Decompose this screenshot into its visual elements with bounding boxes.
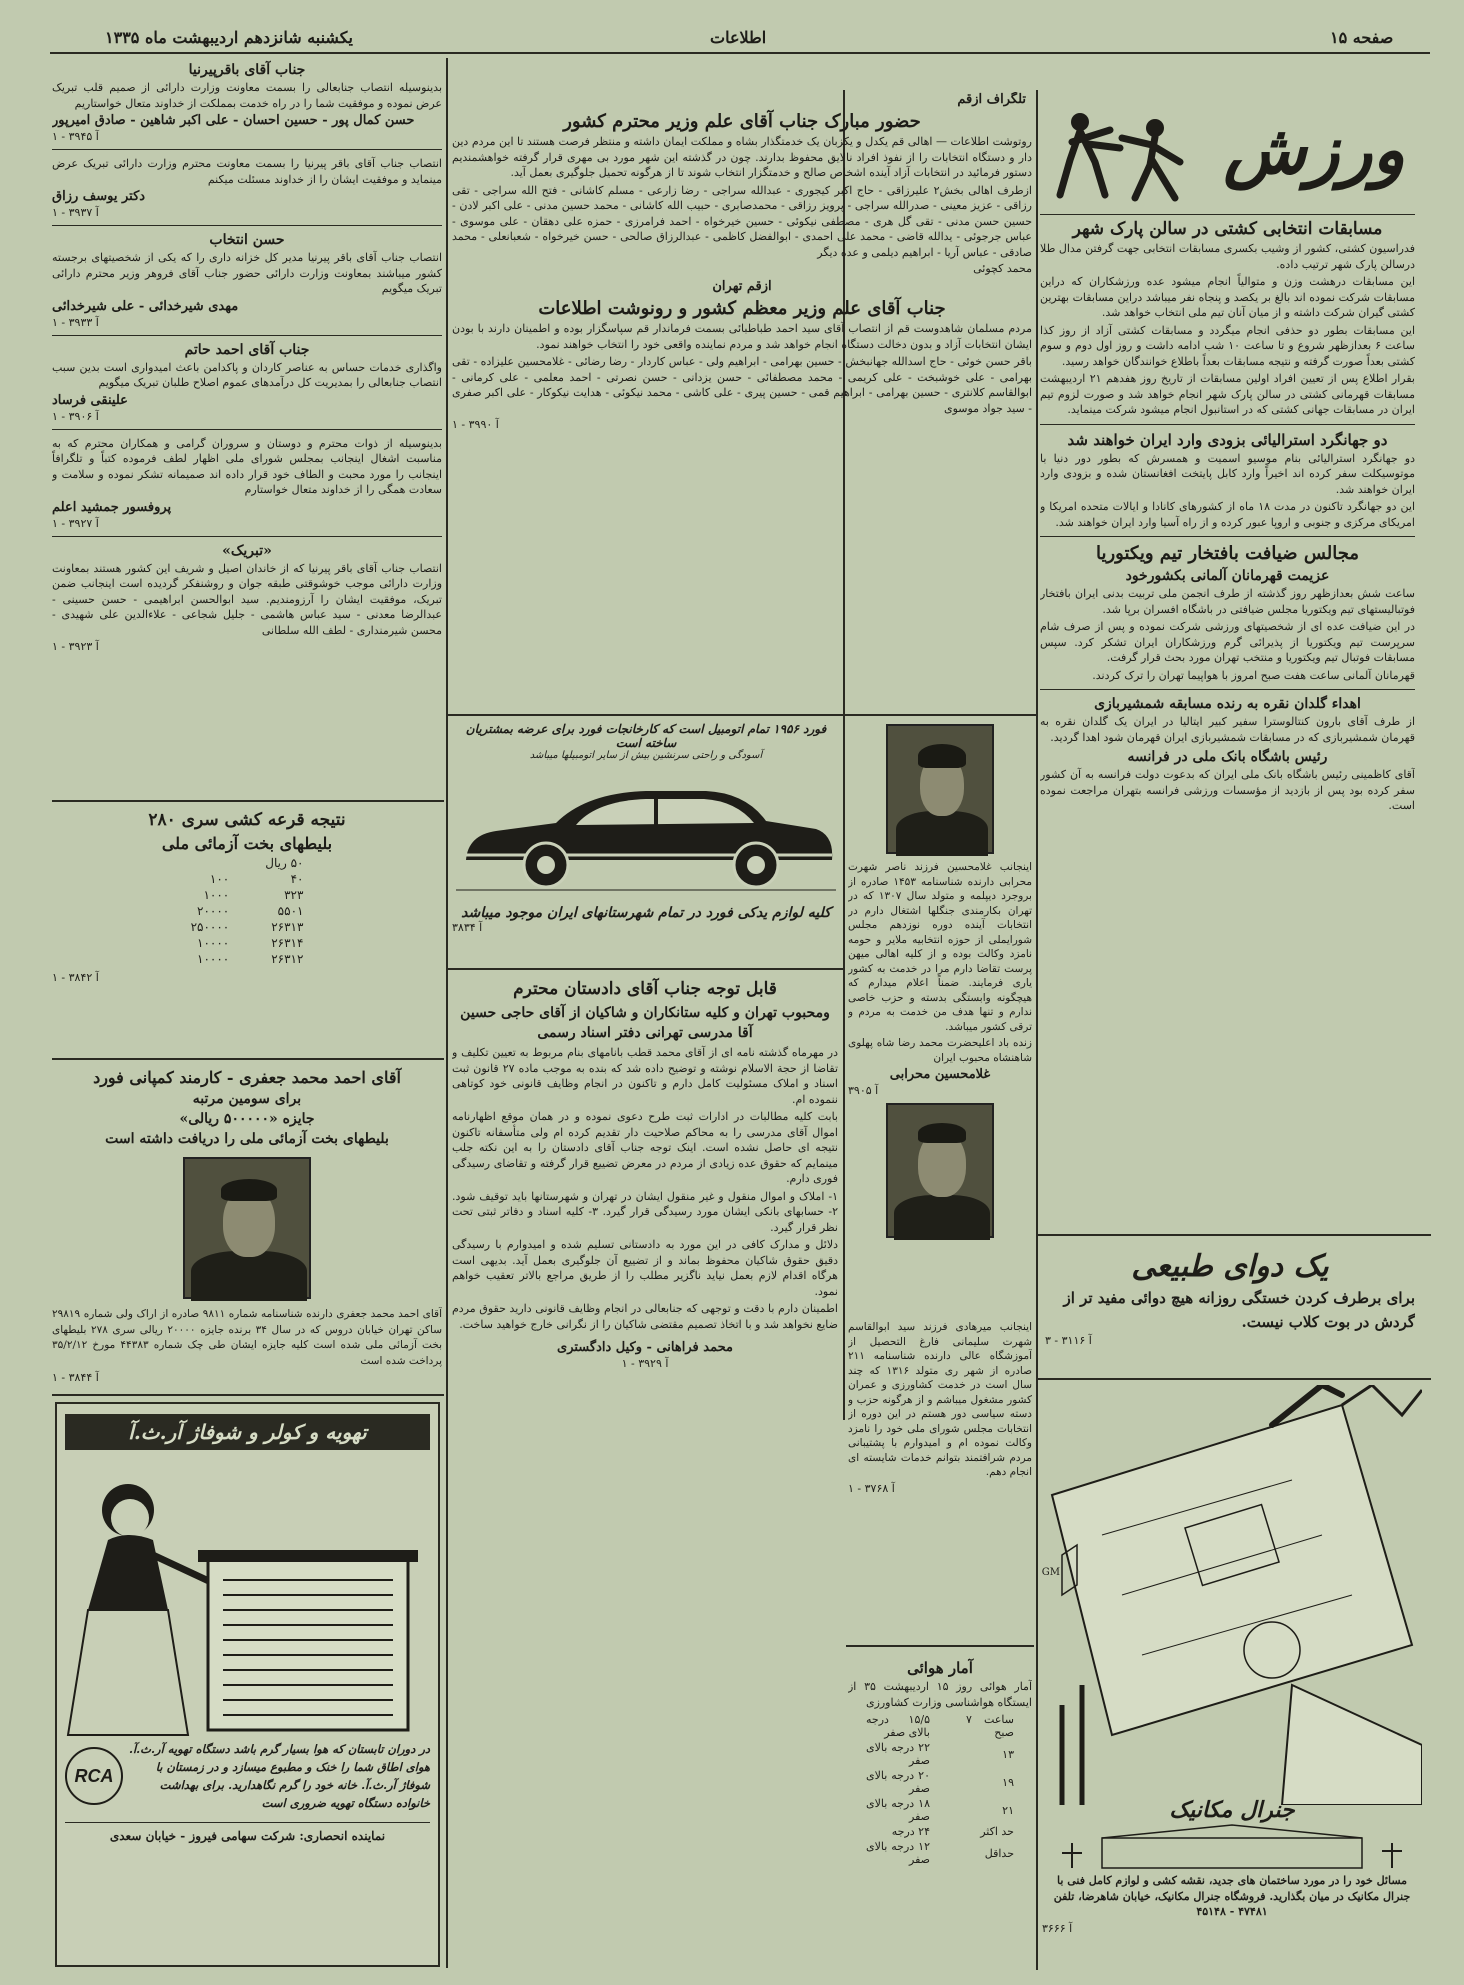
lottery-code: آ ۳۸۴۲ - ۱: [52, 971, 99, 984]
lottery-row-cell: ۲۰۰۰۰: [197, 904, 230, 918]
lottery-row-cell: ۵۵۰۱: [277, 904, 304, 918]
weather-row-cell: حد اکثر: [980, 1825, 1014, 1838]
mahrabi-notice: [848, 720, 1032, 1300]
mahrabi-signature: غلامحسین محرابی: [889, 1067, 991, 1082]
rca-ad: [55, 1402, 440, 1967]
telegram-names: ازطرف اهالی بخش۲ علیرزاقی - حاج اکبر کیجوری - عبدالله سراجی - رضا زارعی - مسلم کاشانی - فتح الله سراجی - تقی رزاقی - عزیز معینی - صدرالله سراجی - پرویز رزاقی - محمدصابری - حبیب الله کاشانی - محمد حسین مدنی - علی اکبر لادن - حسین حسن مدنی - تقی گل هری - مصطفی نیکوئی - حسین خیرخواه - احمد فرامرزی - حمزه علی دهقان - علی موسوی - عباس جرجوئی - یدالله قاضی - محمد علی احمدی - ابوالفضل کاظمی - عبدالرزاق صالحی - حسن خیرخواه - شعبانعلی - محمد صادقی - عباس آریا - ابراهیم دیلمی و عده دیگر: [452, 183, 1032, 259]
prosecutor-text: در مهرماه گذشته نامه ای از آقای محمد قطب بانامهای بنام مربوط به تعیین تکلیف و تقاضا از حجة الاسلام نوشته و توضیح داده شد که بنده به موجب ماده ۲۷ قانون ثبت اسناد و املاک مسئولیت کامل دارم و تاکنون در انجام وظایف قانونی خود کوتاهی ننموده ام.: [452, 1046, 838, 1106]
weather-row: [848, 1839, 1032, 1867]
jafari-code: آ ۳۸۴۴ - ۱: [52, 1371, 99, 1384]
section-rule: [1036, 1378, 1431, 1380]
separator: [1040, 689, 1415, 690]
notice-title: جناب آقای باقرپیرنیا: [188, 62, 306, 78]
drafting-illustration: [1042, 1385, 1422, 1805]
bank-club-headline: رئیس باشگاه بانک ملی در فرانسه: [1127, 749, 1328, 765]
ford-headline: فورد ۱۹۵۶ تمام اتومبیل است که کارخانجات فورد برای عرضه بمشتریان ساخته است: [465, 722, 827, 750]
telegram-title: حضور مبارک جناب آقای علم وزیر محترم کشور: [563, 111, 921, 132]
separator: [1040, 424, 1415, 425]
victoria-text: قهرمانان آلمانی ساعت هفت صبح امروز با هواپیما تهران را ترک کردند.: [1092, 668, 1415, 682]
lottery-row-cell: ۳۲۳: [284, 888, 304, 902]
header-page-number: صفحه ۱۵: [1330, 28, 1394, 47]
weather-row-cell: ۱۵/۵ درجه بالای صفر: [866, 1713, 930, 1739]
lottery-row-cell: ۵۰ ریال: [265, 856, 304, 870]
jafari-photo: [183, 1157, 311, 1299]
jafari-title: آقای احمد محمد جعفری - کارمند کمپانی فورد: [93, 1068, 401, 1087]
ford-bottomline: کلیه لوازم یدکی فورد در تمام شهرستانهای ایران موجود میباشد: [461, 905, 831, 921]
prosecutor-subtitle: ومحبوب تهران و کلیه ستانکاران و شاکیان از آقای حاجی حسین آقا مدرسی تهرانی دفتر اسناد رسمی: [460, 1005, 830, 1041]
lottery-title: نتیجه قرعه کشی سری ۲۸۰: [148, 810, 346, 830]
prosecutor-text: اطمینان دارم با دقت و توجهی که جنابعالی در انجام وظایف قانونی دارید حقوق مردم ضایع نخواهد شد و با اتخاذ تصمیم مقتضی شاکیان را از نگرانی خارج خواهید ساخت.: [452, 1302, 838, 1331]
weather-row: [848, 1712, 1032, 1740]
notice-title: جناب آقای احمد حاتم: [184, 341, 310, 358]
lottery-row: [173, 855, 322, 871]
prosecutor-signature: محمد فراهانی - وکیل دادگستری: [557, 1340, 733, 1355]
telegram-title-2: جناب آقای علم وزیر معظم کشور و رونوشت اطلاعات: [538, 298, 946, 319]
prosecutor-text: دلائل و مدارک کافی در این مورد به دادستانی تسلیم شده و امیدوارم با رسیدگی دقیق حقوق شاکیان محفوظ بماند و از تضییع آن جلوگیری بعمل آید. بدیهی است هرگاه اقدام لازم بعمل نیاید ناگزیر مطلب را از طریق مراجع بالاتر تعقیب خواهم نمود.: [452, 1238, 838, 1298]
weather-intro: آمار هوائی روز ۱۵ اردیبهشت ۳۵ از ایستگاه هواشناسی وزارت کشاورزی: [848, 1680, 1032, 1709]
notice-code: آ ۳۹۲۳ - ۱: [52, 640, 99, 653]
weather-row: [848, 1824, 1032, 1839]
telegram-section: [452, 92, 1032, 717]
prosecutor-text: ۱- املاک و اموال منقول و غیر منقول ایشان در تهران و شهرستانها باید توقیف شود. ۲- حسابهای بانکی ایشان مورد رسیدگی قرار گیرد. ۳- کلیه اسناد و دفاتر ثبتی تحت نظر قرار گیرد.: [452, 1189, 838, 1234]
ford-ad: [452, 722, 840, 967]
prosecutor-title: قابل توجه جناب آقای دادستان محترم: [513, 979, 777, 999]
lottery-subtitle: بلیطهای بخت آزمائی ملی: [161, 834, 333, 853]
rca-agent: نماینده انحصاری: شرکت سهامی فیروز - خیابان سعدی: [65, 1822, 430, 1843]
notice-signature: مهدی شیرخدائی - علی شیرخدائی: [52, 298, 239, 314]
notice-title: «تبریک»: [222, 542, 272, 559]
telegram-kicker: تلگراف ازقم: [957, 92, 1026, 107]
fencing-headline: اهداء گلدان نقره به رنده مسابقه شمشیربازی: [1094, 696, 1361, 712]
separator: [52, 335, 442, 336]
telegram-body-2: مردم مسلمان شاهدوست قم از انتصاب آقای سید احمد طباطبائی بسمت فرماندار قم سپاسگزار بوده و اطمینان دارند با بودن ایشان انتخابات آزاد و بدون دخالت دستگاه انجام خواهد شد و مردم نماینده واقعی خود را انتخاب خواهند نمود.: [452, 322, 1032, 351]
lottery-row-cell: ۴۰: [290, 872, 304, 886]
lottery-row-cell: ۱۰۰۰۰: [197, 936, 230, 950]
jafari-notice: [52, 1064, 442, 1394]
column-divider: [446, 58, 448, 1968]
ford-code: آ ۳۸۳۴: [452, 921, 483, 934]
medicine-ad-body: برای برطرف کردن خستگی روزانه هیچ دوائی مفید تر از گردش در بوت کلاب نیست.: [1063, 1289, 1415, 1331]
wrestling-text: این مسابقات بطور دو حذفی انجام میگردد و مسابقات کشتی آزاد از روز کذا ساعت ۶ بعدازظهر شروع و تا ساعت ۱۰ شب ادامه داشت و روز اول دوم و سوم کشتی بعداً صورت گرفته و نتیجه مسابقات بعداً باطلاع خوانندگان خواهد رسید.: [1040, 323, 1415, 368]
notice-code: آ ۳۹۲۷ - ۱: [52, 516, 99, 530]
rca-illustration: [58, 1450, 438, 1740]
header-paper-name: اطلاعات: [710, 28, 767, 47]
rca-logo: RCA: [65, 1747, 123, 1805]
ford-subline: آسودگی و راحتی سرنشین بیش از سایر اتومبیلها میباشد: [529, 750, 763, 761]
lottery-row-cell: ۲۶۳۱۳: [271, 920, 304, 934]
lottery-row: [173, 919, 322, 935]
soleimani-text: اینجانب میرهادی فرزند سید ابوالقاسم شهرت سلیمانی فارغ التحصیل از آموزشگاه عالی دارنده شناسنامه ۲۱۱ صادره از شهر ری متولد ۱۳۱۶ که چند سال است در خدمت کشاورزی و عمران کشور مشغول میباشم و از هرگونه حزب و دسته سیاسی دور هستم در این دوره از انتخابات مجلس شورای ملی خود را نامزد وکالت نموده ام و امیدوارم با پشتیبانی مردم شرافتمند بتوانم خدمات شایسته ای انجام دهم.: [848, 1321, 1032, 1478]
header-date: یکشنبه شانزدهم اردیبهشت ماه ۱۳۳۵: [105, 28, 353, 47]
lottery-row-cell: ۱۰۰۰۰: [197, 952, 230, 966]
weather-title: آمار هوائی: [907, 1659, 973, 1677]
svg-text:GM: GM: [1042, 1567, 1060, 1578]
separator: [52, 225, 442, 226]
telegram-body: روتوشت اطلاعات — اهالی قم یکدل و یکزبان یک خدمتگذار بشاه و مملکت ایمان داشته و منتظر فرصت هستند تا این مردم دین دار و دستگاه انتخابات را از نفوذ افراد نالایق محفوظ بدارند. چون در گذشته این شهر مورد بی مهری قرار گرفته خواهشمندیم دستور فرمائید در انتخابات آزاد آینده اشخاص صالح و خدمتگزار انتخاب شوند تا از هرگونه تحمیل جلوگیری بعمل آید.: [452, 135, 1032, 179]
wrestling-headline: مسابقات انتخابی کشتی در سالن پارک شهر: [1072, 219, 1383, 239]
ford-car-illustration: [456, 765, 836, 905]
notice-text: انتصاب جناب آقای باقر پیرنیا که از خاندان اصیل و شریف این کشور هستند بمعاونت وزارت دارائی موجب خوشوقتی طبقه جوان و روشنفکر گردیده است اینجانب ضمن تبریک، موفقیت ایشان را آرزومندیم. سید ابوالحسن ابراهیمی - حسن حسینی - عبدالرضا معدنی - سید عباس هاشمی - جلیل شجاعی - علاءالدین علی شهیدی - محسن شیرمنداری - لطف الله سلطانی: [52, 561, 442, 637]
fencing-text: از طرف آقای بارون کنتالوسترا سفیر کبیر ایتالیا در ایران یک گلدان نقره به قهرمان شمشیربازی که در مسابقات شمشیربازی ایران قهرمان شود اهدا گردید.: [1040, 715, 1415, 744]
weather-row-cell: ۲۱: [1002, 1803, 1014, 1817]
weather-row-cell: ۲۲ درجه بالای صفر: [866, 1741, 930, 1767]
lottery-row-cell: ۲۶۳۱۲: [271, 952, 304, 966]
soleimani-code: آ ۳۷۶۸ - ۱: [848, 1481, 895, 1495]
lottery-row-cell: ۲۵۰۰۰۰: [190, 920, 230, 934]
notice-code: آ ۳۹۴۵ - ۱: [52, 130, 99, 143]
soleimani-photo: [886, 1103, 994, 1238]
victoria-headline: مجالس ضیافت بافتخار تیم ویکتوریا: [1095, 543, 1360, 564]
lottery-row: [173, 887, 322, 903]
travelers-headline: دو جهانگرد استرالیائی بزودی وارد ایران خواهند شد: [1067, 430, 1388, 449]
weather-section: [848, 1655, 1032, 1955]
medicine-ad-code: آ ۳۱۱۶ - ۳: [1045, 1334, 1092, 1347]
section-rule: [52, 1394, 444, 1396]
section-rule: [52, 800, 444, 802]
lottery-row: [173, 935, 322, 951]
wrestling-text: فدراسیون کشتی، کشور از وشیب بکسری مسابقات انتخابی جهت گرفتن مدال طلا درسالن پارک شهر ترتیب داده.: [1040, 242, 1415, 271]
weather-row-cell: ۱۹: [1002, 1775, 1014, 1789]
separator: [1040, 536, 1415, 537]
weather-row: [848, 1768, 1032, 1796]
notice-title: حسن انتخاب: [209, 232, 285, 248]
separator: [52, 149, 442, 150]
jafari-line: جایزه «۵۰۰۰۰۰ ریالی»: [179, 1111, 315, 1127]
bank-club-text: آقای کاظمینی رئیس باشگاه بانک ملی ایران که بدعوت دولت فرانسه به آن کشور سفر کرده بود پس از بازدید از مؤسسات ورزشی فرانسه بتهران مراجعت نموده است.: [1040, 768, 1415, 812]
prosecutor-text: بابت کلیه مطالبات در ادارات ثبت طرح دعوی نموده و در همان موقع اظهارنامه اموال آقای مدرسی را به محاکم صلاحیت دار تقدیم کرده ام ولی متأسفانه تاکنون نتیجه ای حاصل نشده است. اینک توجه جناب آقای دادستان را به این نکته جلب مینمایم که حقوق عده زیادی از مردم در معرض تضییع قرار گرفته و تقاضای رسیدگی فوری دارم.: [452, 1110, 838, 1185]
notice-signature: دکتر یوسف رزاق: [52, 189, 146, 204]
gm-body: مسائل خود را در مورد ساختمان های جدید، نقشه کشی و لوازم کامل فنی با جنرال مکانیک در میان بگذارید. فروشگاه جنرال مکانیک، خیابان شاهرضا، تلفن ۴۷۴۸۱ - ۴۵۱۴۸: [1053, 1874, 1411, 1918]
notice-signature: حسن کمال پور - حسین احسان - علی اکبر شاهین - صادق امیرپور: [52, 113, 415, 128]
travelers-text: دو جهانگرد استرالیائی بنام موسیو اسمیت و همسرش که بطور دور دنیا با موتوسیکلت سفر کرده اند اخیراً وارد کابل پایتخت افغانستان شده و بزودی وارد ایران خواهند شد.: [1040, 451, 1415, 496]
weather-row-cell: ۲۰ درجه بالای صفر: [866, 1769, 930, 1795]
telegram-names-2: باقر حسن خوئی - حاج اسدالله جهانبخش - حسین بهرامی - ابراهیم ولی - عباس کاردار - رضا رضائی - غلامحسین علیزاده - تقی بهرامی - علی خوشبخت - علی کریمی - محمد مصطفائی - حسن یزدانی - حسن نصرتی - احمد معلمی - علی کرمانی - ابوالقاسم کلانتری - حسین بهرامی - ابراهیم قمی - حسین پیری - علی کاشی - محمد نیکوئی - هدایت نیکوکار - علی اکبر صفری - سید جواد موسوی: [452, 355, 1032, 415]
lottery-table: [173, 855, 322, 967]
mahrabi-photo: [886, 724, 994, 854]
medicine-ad-title: یک دوای طبیعی: [1131, 1249, 1329, 1284]
medicine-ad: [1045, 1245, 1415, 1375]
column-divider: [1036, 90, 1038, 1970]
sports-logo: ورزش: [1223, 110, 1405, 190]
notice-text: بدینوسیله از ذوات محترم و دوستان و سروران گرامی و همکاران محترم که به مناسبت اشغال اینجانب بمجلس شورای ملی اظهار لطف فرموده کتباً و تلگرافاً اینجانب را مورد محبت و الطاف خود قرار داده اند صمیمانه تشکر نموده و سلامت و سعادت همگی را از خداوند متعال خواستارم: [52, 436, 442, 496]
mahrabi-footer: زنده باد اعلیحضرت محمد رضا شاه پهلوی شاهنشاه محبوب ایران: [848, 1037, 1032, 1064]
victoria-subheadline: عزیمت قهرمانان آلمانی بکشورخود: [1125, 568, 1330, 584]
notice-code: آ ۳۹۰۶ - ۱: [52, 409, 99, 423]
weather-row-cell: ۲۴ درجه: [891, 1825, 930, 1838]
weather-row: [848, 1740, 1032, 1768]
telegram-signature: محمد کچوئی: [973, 262, 1032, 275]
section-rule: [52, 1058, 444, 1060]
notice-text: واگذاری خدمات حساس به عناصر کاردان و پاکدامن باعث امیدواری است بدین سبب انتصاب جنابعالی را بمدیریت کل درآمدهای عموم اصلاح طلبان تبریک میگویم: [52, 360, 442, 389]
sports-masthead: [1040, 95, 1415, 215]
weather-row-cell: ۱۸ درجه بالای صفر: [866, 1797, 930, 1823]
left-notices: [52, 58, 442, 803]
section-rule: [846, 1645, 1034, 1647]
gm-brand: جنرال مکانیک: [1169, 1797, 1295, 1823]
separator: [52, 429, 442, 430]
jafari-line: برای سومین مرتبه: [192, 1091, 302, 1107]
separator: [52, 536, 442, 537]
wrestlers-icon: [1040, 100, 1200, 210]
notice-signature: پروفسور جمشید اعلم: [52, 499, 172, 515]
weather-row-cell: ساعت ۷ صبح: [965, 1713, 1014, 1739]
lottery-row-cell: ۲۶۳۱۴: [271, 936, 304, 950]
wrestling-text: بقرار اطلاع پس از تعیین افراد اولین مسابقات از تاریخ روز هفدهم ۲۱ اردیبهشت مسابقات قهرمانی کشتی در سالن پارک شهر انجام خواهد شد و صورت لزوم تیم ایران در مسابقات جهانی کشتی که در استانبول انجام میشود شرکت مینماید.: [1040, 372, 1415, 416]
victoria-text: ساعت شش بعدازظهر روز گذشته از طرف انجمن ملی تربیت بدنی ایران بافتخار فوتبالیستهای تیم ویکتوریا مجلس ضیافتی در باشگاه افسران برپا شد.: [1040, 587, 1415, 616]
lottery-row-cell: ۱۰۰: [209, 872, 230, 886]
prosecutor-code: آ ۳۹۲۹ - ۱: [621, 1357, 669, 1370]
sports-section: [1040, 95, 1415, 1235]
header-rule: [50, 52, 1430, 54]
travelers-text: این دو جهانگرد تاکنون در مدت ۱۸ ماه از کشورهای کانادا و ایالات متحده امریکا و امریکای مرکزی و جنوبی و اروپا عبور کرده و از راه آسیا وارد ایران خواهند شد.: [1040, 500, 1415, 529]
notice-code: آ ۳۹۳۷ - ۱: [52, 206, 99, 219]
section-rule: [1036, 1234, 1431, 1236]
mahrabi-text: اینجانب غلامحسین فرزند ناصر شهرت محرابی دارنده شناسنامه ۱۴۵۳ صادره از بروجرد دیپلمه و متولد سال ۱۳۰۷ که در تهران بکارمندی جنگلها اشتغال دارم در انتخابات آینده دوره نوزدهم مجلس شورایملی از حوزه انتخابیه ملایر و حومه نامزد وکالت بوده و از کلیه اهالی میهن پرست تقاضا دارم مرا در خدمت به کشور یاری فرمایند. ضمناً اعلام میدارم که هیچگونه وابستگی بدسته و حزب خاصی ندارم و تنها هدف من خدمت به مردم و ترقی کشور میباشد.: [848, 861, 1032, 1033]
lottery-row-cell: [173, 855, 248, 871]
notice-code: آ ۳۹۳۳ - ۱: [52, 315, 99, 329]
prosecutor-notice: [452, 975, 838, 1965]
notice-text: بدینوسیله انتصاب جنابعالی را بسمت معاونت وزارت دارائی از صمیم قلب تبریک عرض نموده و موفقیت شما را در راه خدمت بمملکت از خداوند متعال خواستاریم: [52, 81, 442, 110]
weather-row-cell: ۱۲ درجه بالای صفر: [866, 1840, 930, 1866]
victoria-text: در این ضیافت عده ای از شخصیتهای ورزشی شرکت نموده و پس از صرف شام سرپرست تیم ویکتوریا از پذیرائی گرم ورزشکاران ایران تشکر کرد. سپس مسابقات فوتبال تیم ویکتوریا و منتخب تهران مورد بحث قرار گرفت.: [1040, 620, 1415, 664]
telegram-kicker-2: ازقم تهران: [712, 279, 772, 294]
rca-title: تهویه و کولر و شوفاژ آر.ث.آ: [65, 1414, 430, 1450]
page-header: [50, 26, 1430, 52]
jafari-text: آقای احمد محمد جعفری دارنده شناسنامه شماره ۹۸۱۱ صادره از اراک ولی شماره ۲۹۸۱۹ ساکن تهران خیابان دروس که در سال ۳۴ برنده جایزه ۲۰۰۰۰ ریالی سری ۲۷۸ بلیطهای بخت آزمائی ملی شده است کلیه جایزه ایشان طی چک شماره ۴۴۳۸۳ مورخ ۳۵/۲/۱۲ پرداخت شده است: [52, 1308, 442, 1367]
section-rule: [446, 968, 843, 970]
weather-row-cell: ۱۳: [1002, 1747, 1014, 1761]
notice-signature: علینقی فرساد: [52, 392, 128, 408]
lottery-row: [173, 903, 322, 919]
lottery-results: [52, 806, 442, 1056]
telegram-code-2: آ ۳۹۹۰ - ۱: [452, 418, 499, 431]
jafari-line: بلیطهای بخت آزمائی ملی را دریافت داشته است: [105, 1131, 389, 1147]
section-rule: [446, 714, 1038, 716]
soleimani-notice: [848, 1320, 1032, 1640]
weather-row-cell: حداقل: [984, 1846, 1014, 1860]
lottery-row: [173, 871, 322, 887]
gm-code: آ ۳۶۶۶: [1042, 1921, 1073, 1935]
notice-text: انتصاب جناب آقای باقر پیرنیا را بسمت معاونت محترم وزارت دارائی تبریک عرض مینماید و موفقیت ایشان را از خداوند مسئلت میکنم: [52, 157, 442, 186]
weather-row: [848, 1796, 1032, 1824]
general-mechanic-ad: [1042, 1385, 1422, 1970]
rca-body: در دوران تابستان که هوا بسیار گرم باشد دستگاه تهویه آر.ث.آ. هوای اطاق شما را خنک و مطبوع میسازد و در زمستان با شوفاژ آر.ث.آ. خانه خود را گرم نگاهدارید. برای بهداشت خانواده دستگاه تهویه ضروری است: [128, 1742, 430, 1810]
rca-footer: [65, 1740, 430, 1812]
lottery-row: [173, 951, 322, 967]
notice-text: انتصاب جناب آقای باقر پیرنیا مدیر کل خزانه داری را که یکی از شخصیتهای برجسته کشور میباشند بمعاونت وزارت دارائی حضور جناب آقای فروهر وزیر محترم دارائی تبریک میگویم: [52, 251, 442, 295]
wrestling-text: این مسابقات درهشت وزن و متوالیاً انجام میشود عده ورزشکاران که دراین مسابقات شرکت نموده اند بالغ بر یکصد و پنجاه نفر میباشد دراین مسابقات بهترین کشتی گیران شرکت داشته و از میان آنان تیم ملی انتخاب خواهد شد.: [1040, 275, 1415, 319]
lottery-row-cell: ۱۰۰۰: [203, 888, 230, 902]
mahrabi-code: آ ۳۹۰۵: [848, 1084, 879, 1097]
weather-table: [848, 1712, 1032, 1867]
building-illustration: [1042, 1823, 1422, 1873]
